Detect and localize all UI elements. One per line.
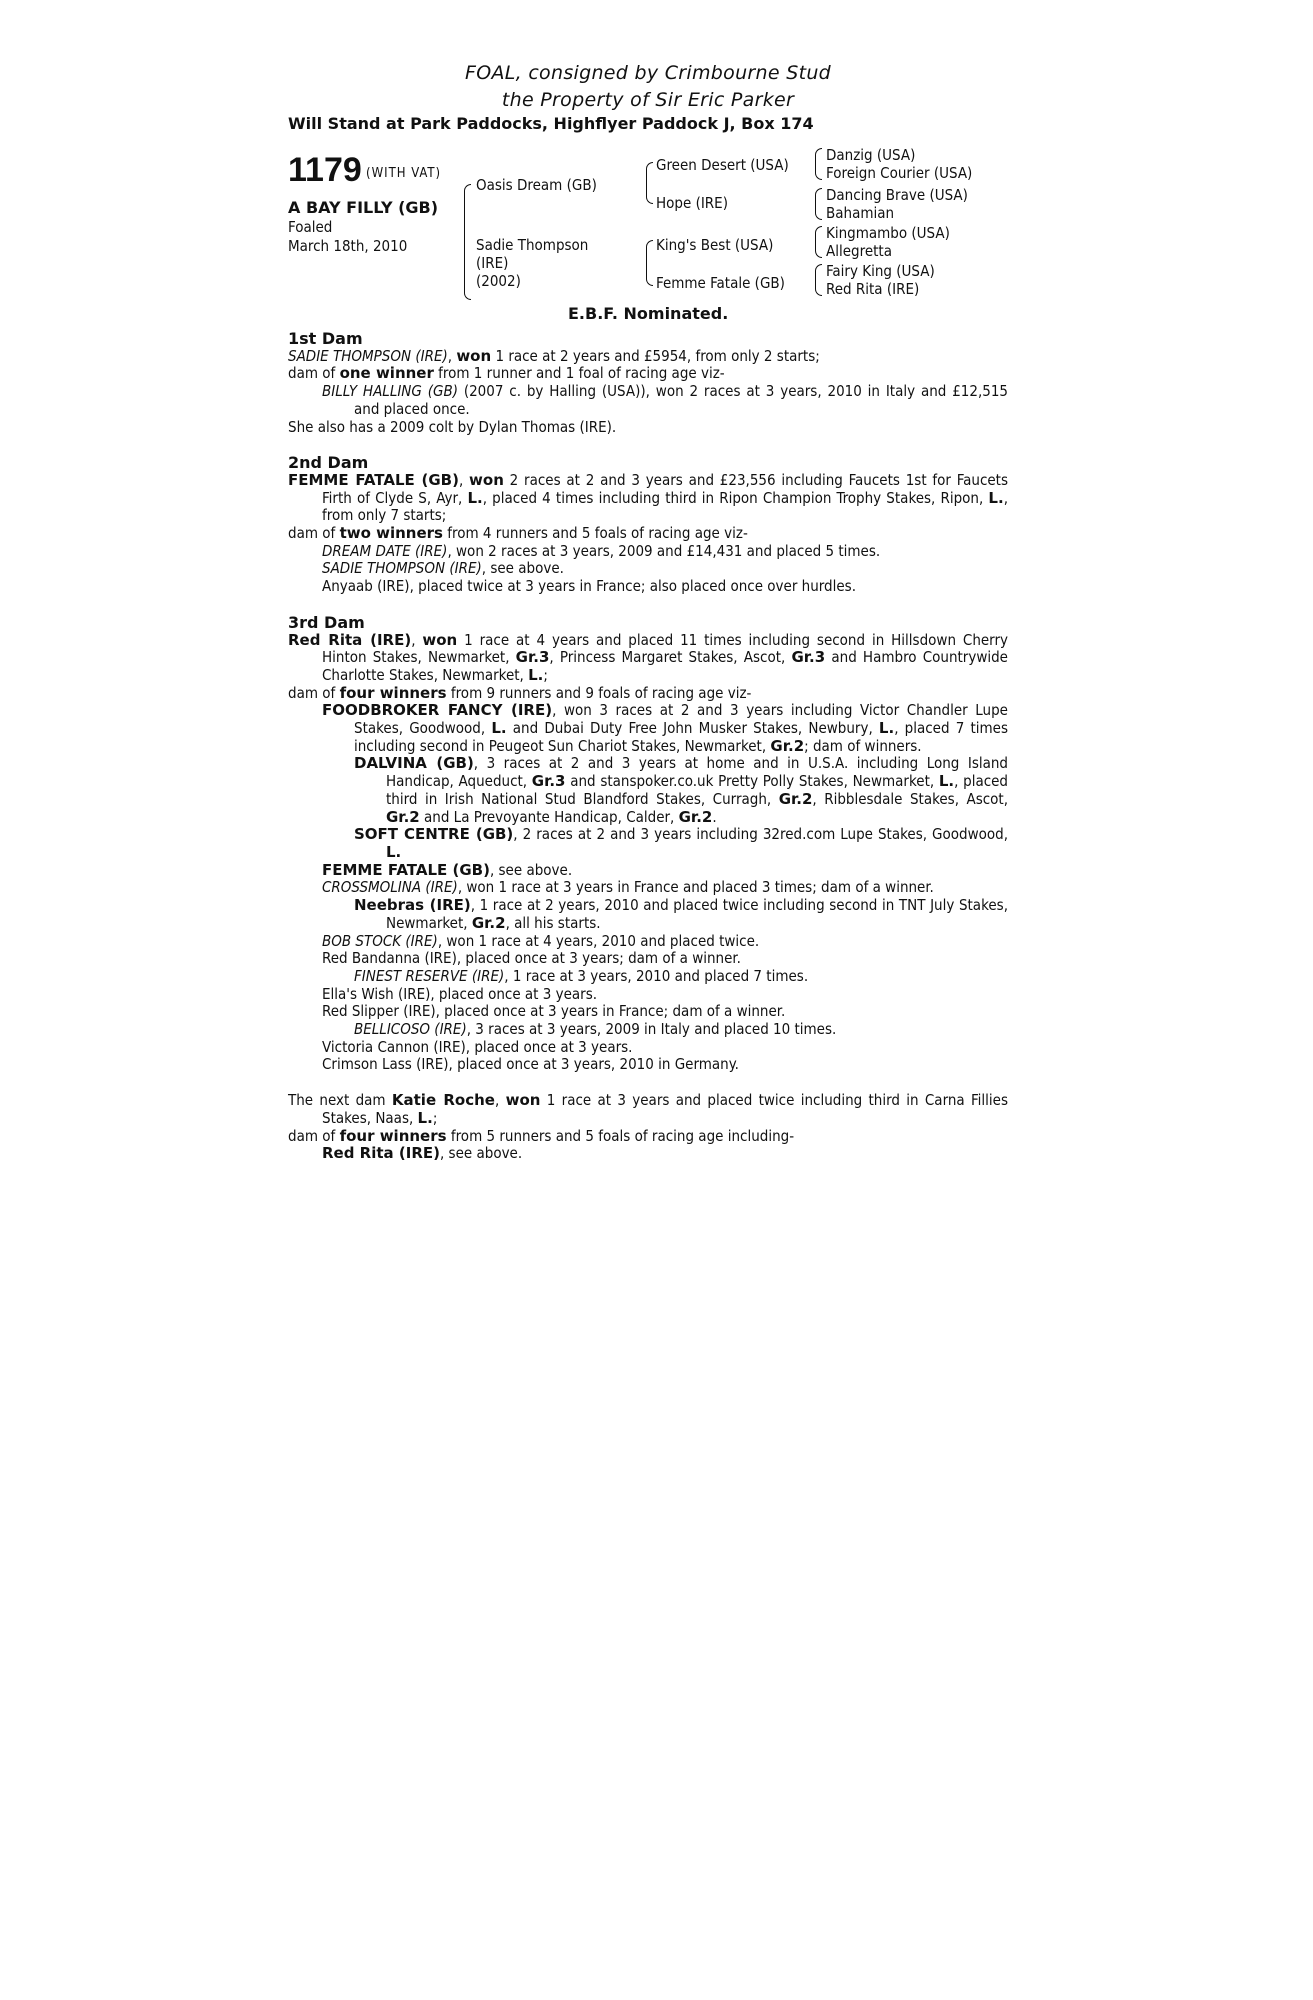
group-grade: Gr.3 [791, 648, 826, 667]
won-text: won [422, 630, 458, 649]
dam-dam: Femme Fatale (GB) [656, 274, 785, 292]
horse-name: DALVINA (GB) [354, 754, 474, 773]
produce-entry [288, 862, 1008, 880]
listed-grade: L. [878, 719, 895, 738]
lot-number: 1179 [288, 151, 362, 189]
horse-name: BOB STOCK (IRE) [322, 931, 438, 950]
dam-dam-dam: Red Rita (IRE) [826, 280, 920, 298]
horse-name: Neebras (IRE) [354, 896, 471, 915]
dam-sire-dam: Allegretta [826, 242, 892, 260]
spacer [288, 1074, 1008, 1092]
horse-name: Katie Roche [391, 1091, 495, 1110]
text: , Princess Margaret Stakes, Ascot, [549, 648, 792, 667]
produce-entry [288, 879, 1008, 897]
next-dam-produce-summary [288, 1128, 1008, 1146]
listed-grade: L. [386, 842, 402, 861]
dam-sire: King's Best (USA) [656, 236, 774, 254]
second-dam-produce-summary [288, 525, 1008, 543]
text: , see above. [439, 1144, 523, 1163]
winner-count: two winners [339, 524, 443, 543]
produce-entry [288, 826, 1008, 861]
horse-name: FEMME FATALE (GB) [288, 470, 459, 489]
produce-entry: Ella's Wish (IRE), placed once at 3 years. [322, 984, 598, 1003]
pedigree-brace [815, 226, 822, 258]
produce-entry [288, 755, 1008, 826]
location-line: Will Stand at Park Paddocks, Highflyer Paddock J, Box 174 [288, 114, 814, 133]
produce-entry [288, 383, 1008, 418]
produce-entry: Victoria Cannon (IRE), placed once at 3 years. [322, 1037, 633, 1056]
text: and La Prevoyante Handicap, Calder, [419, 807, 679, 826]
winner-count: four winners [339, 683, 447, 702]
section-heading-3rd-dam: 3rd Dam [288, 612, 365, 632]
text: , won 2 races at 3 years, 2009 and £14,431 and placed 5 times. [447, 541, 881, 560]
text: , 3 races at 3 years, 2009 in Italy and placed 10 times. [466, 1020, 837, 1039]
text: , 1 race at 2 years, 2010 and placed twice including second in TNT July Stakes, Newmarket, [386, 896, 1008, 932]
group-grade: Gr.3 [515, 648, 550, 667]
dam-country: (IRE) [476, 254, 509, 272]
group-grade: Gr.3 [531, 772, 566, 791]
text: , placed 7 times including second in Peugeot Sun Chariot Stakes, Newmarket, [354, 719, 1008, 755]
horse-name: DREAM DATE (IRE) [322, 541, 448, 560]
listed-grade: L. [467, 488, 483, 507]
text: , [411, 630, 423, 649]
dam-sire-sire: Kingmambo (USA) [826, 224, 950, 242]
text: from 1 runner and 1 foal of racing age viz- [433, 364, 725, 383]
text: , 1 race at 3 years, 2010 and placed 7 times. [504, 966, 809, 985]
property-line: the Property of Sir Eric Parker [501, 89, 795, 111]
pedigree-brace [815, 148, 822, 180]
group-grade: Gr.2 [678, 807, 713, 826]
sire-sire-dam: Foreign Courier (USA) [826, 164, 973, 182]
pedigree-brace [464, 184, 471, 300]
produce-entry [288, 897, 1008, 932]
first-dam-note: She also has a 2009 colt by Dylan Thomas (IRE). [288, 417, 617, 436]
text: , placed 4 times including third in Ripon Champion Trophy Stakes, Ripon, [482, 488, 989, 507]
horse-name: Red Rita (IRE) [322, 1144, 440, 1163]
first-dam-record [288, 348, 1008, 366]
horse-name: SADIE THOMPSON (IRE) [288, 346, 448, 365]
listed-grade: L. [528, 665, 544, 684]
produce-entry: Red Slipper (IRE), placed once at 3 years in France; dam of a winner. [322, 1002, 786, 1021]
sire-dam-sire: Dancing Brave (USA) [826, 186, 968, 204]
text: , from only 7 starts; [322, 488, 1008, 525]
group-grade: Gr.2 [770, 736, 805, 755]
next-dam-record [288, 1092, 1008, 1127]
text: , Ribblesdale Stakes, Ascot, [812, 789, 1009, 808]
text: from 5 runners and 5 foals of racing age including- [446, 1126, 795, 1145]
text: 1 race at 4 years and placed 11 times including second in Hillsdown Cherry Hinton Stakes, Newmarket, [322, 630, 1008, 667]
dam-year: (2002) [476, 272, 521, 290]
consignor-line: FOAL, consigned by Crimbourne Stud [464, 62, 832, 84]
text: dam of [288, 364, 340, 383]
horse-name: FEMME FATALE (GB) [322, 860, 490, 879]
sire-sire-sire: Danzig (USA) [826, 146, 916, 164]
pedigree-brace [646, 162, 653, 204]
listed-grade: L. [988, 488, 1004, 507]
pedigree-brace [646, 240, 653, 286]
produce-entry [288, 968, 1008, 986]
winner-count: one winner [339, 364, 434, 383]
text: and stanspoker.co.uk Pretty Polly Stakes, Newmarket, [565, 772, 939, 791]
text: from 4 runners and 5 foals of racing age viz- [442, 524, 748, 543]
text: 1 race at 2 years and £5954, from only 2 starts; [491, 346, 820, 365]
text: , won 1 race at 3 years in France and placed 3 times; dam of a winner. [457, 878, 934, 897]
horse-name: A BAY FILLY (GB) [288, 198, 439, 217]
text: , won 3 races at 2 and 3 years including Victor Chandler Lupe Stakes, Goodwood, [354, 701, 1008, 738]
horse-name: FOODBROKER FANCY (IRE) [322, 701, 553, 720]
produce-entry [288, 933, 1008, 951]
horse-name: Red Rita (IRE) [288, 630, 412, 649]
won-text: won [469, 470, 504, 489]
produce-entry [288, 702, 1008, 755]
text: , [494, 1091, 506, 1110]
produce-entry [288, 560, 1008, 578]
lot-header [288, 60, 1008, 134]
horse-name: FINEST RESERVE (IRE) [354, 966, 505, 985]
vat-note: (WITH VAT) [366, 166, 442, 181]
listed-grade: L. [417, 1108, 433, 1127]
text: 2 races at 2 and 3 years and £23,556 including Faucets 1st for Faucets Firth of Clyde S, Ayr, [322, 470, 1008, 507]
text: , won 1 race at 4 years, 2010 and placed twice. [437, 931, 760, 950]
text: , all his starts. [505, 913, 601, 932]
produce-entry [288, 1145, 1008, 1163]
group-grade: Gr.2 [471, 913, 506, 932]
horse-name: BILLY HALLING (GB) [322, 382, 458, 401]
horse-name: CROSSMOLINA (IRE) [322, 878, 458, 897]
pedigree-brace [815, 264, 822, 296]
text: ; dam of winners. [804, 736, 922, 755]
foaled-date: March 18th, 2010 [288, 237, 408, 255]
pedigree-block [288, 146, 1008, 323]
third-dam-produce-summary [288, 685, 1008, 703]
text: , [447, 346, 457, 365]
winner-count: four winners [339, 1126, 447, 1145]
horse-name: BELLICOSO (IRE) [354, 1020, 467, 1039]
horse-name: SADIE THOMPSON (IRE) [322, 559, 482, 578]
won-text: won [505, 1091, 541, 1110]
group-grade: Gr.2 [778, 789, 813, 808]
horse-name: SOFT CENTRE (GB) [354, 825, 514, 844]
text: , see above. [481, 559, 564, 578]
listed-grade: L. [491, 719, 507, 738]
text: , 2 races at 2 and 3 years including 32red.com Lupe Stakes, Goodwood, [513, 825, 1008, 844]
foaled-label: Foaled [288, 218, 333, 236]
text: ; [432, 1108, 438, 1127]
text: , 3 races at 2 and 3 years at home and in U.S.A. including Long Island Handicap, Aqueduct, [386, 754, 1008, 791]
produce-entry [288, 543, 1008, 561]
text: , placed third in Irish National Stud Blandford Stakes, Curragh, [386, 772, 1009, 808]
produce-entry: Anyaab (IRE), placed twice at 3 years in France; also placed once over hurdles. [322, 577, 856, 596]
section-heading-1st-dam: 1st Dam [288, 329, 363, 348]
text: 1 race at 3 years and placed twice including third in Carna Fillies Stakes, Naas, [322, 1091, 1008, 1127]
text: from 9 runners and 9 foals of racing age viz- [446, 683, 752, 702]
won-text: won [456, 346, 492, 365]
dam-name: Sadie Thompson [476, 236, 589, 254]
second-dam-record [288, 472, 1008, 525]
section-heading-2nd-dam: 2nd Dam [288, 453, 369, 473]
sire-dam-dam: Bahamian [826, 204, 895, 222]
text: and Hambro Countrywide Charlotte Stakes, Newmarket, [322, 648, 1008, 684]
produce-record [288, 330, 1008, 1163]
dam-dam-sire: Fairy King (USA) [826, 262, 935, 280]
sire-dam: Hope (IRE) [656, 194, 728, 212]
text: . [712, 807, 717, 826]
text: dam of [288, 1126, 340, 1145]
text: , see above. [489, 860, 573, 879]
produce-entry: Red Bandanna (IRE), placed once at 3 years; dam of a winner. [322, 949, 741, 968]
produce-entry [288, 1021, 1008, 1039]
text: dam of [288, 683, 340, 702]
text: The next dam [288, 1091, 392, 1110]
first-dam-produce-summary [288, 365, 1008, 383]
ebf-note: E.B.F. Nominated. [568, 304, 729, 323]
group-grade: Gr.2 [386, 807, 420, 826]
sire-name: Oasis Dream (GB) [476, 176, 597, 194]
catalogue-page [288, 60, 1008, 1163]
text: (2007 c. by Halling (USA)), won 2 races at 3 years, 2010 in Italy and £12,515 and placed once. [354, 382, 1008, 418]
listed-grade: L. [938, 772, 955, 791]
text: dam of [288, 524, 340, 543]
sire-sire: Green Desert (USA) [656, 156, 789, 174]
pedigree-brace [815, 188, 822, 220]
third-dam-record [288, 632, 1008, 685]
text: ; [543, 665, 548, 684]
produce-entry: Crimson Lass (IRE), placed once at 3 years, 2010 in Germany. [322, 1055, 739, 1074]
text: and Dubai Duty Free John Musker Stakes, Newbury, [506, 719, 879, 738]
text: , [458, 470, 470, 489]
